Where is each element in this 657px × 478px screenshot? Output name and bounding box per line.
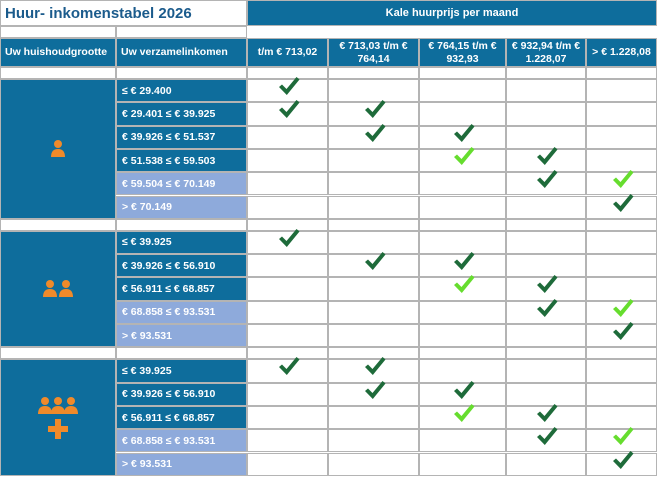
- rent-cell: [506, 196, 586, 219]
- rent-cell: [328, 196, 419, 219]
- rent-cell: [506, 324, 586, 347]
- rent-header: Kale huurprijs per maand: [247, 0, 657, 26]
- rent-cell: [419, 324, 506, 347]
- checkmark-icon: [536, 298, 558, 323]
- checkmark-icon: [536, 146, 558, 171]
- rent-column-header: € 932,94 t/m € 1.228,07: [506, 38, 586, 67]
- checkmark-icon: [278, 76, 300, 101]
- rent-cell: [586, 102, 657, 125]
- checkmark-light-icon: [612, 169, 634, 194]
- spacer-cell: [506, 219, 586, 231]
- income-range: ≤ € 39.925: [116, 231, 247, 254]
- rent-cell: [247, 277, 328, 300]
- checkmark-icon: [364, 123, 386, 148]
- income-header: Uw verzamelinkomen: [116, 38, 247, 67]
- household-group-3: [0, 359, 116, 476]
- income-range: € 59.504 ≤ € 70.149: [116, 172, 247, 195]
- rent-cell: [586, 383, 657, 406]
- income-range: > € 93.531: [116, 453, 247, 476]
- rent-cell: [247, 126, 328, 149]
- checkmark-icon: [364, 99, 386, 124]
- checkmark-icon: [612, 321, 634, 346]
- checkmark-icon: [278, 228, 300, 253]
- spacer-cell: [586, 347, 657, 359]
- rent-cell: [328, 383, 419, 406]
- spacer-cell: [328, 219, 419, 231]
- rent-cell: [247, 231, 328, 254]
- checkmark-icon: [453, 251, 475, 276]
- two-people-icon: [41, 279, 75, 299]
- spacer-cell: [506, 67, 586, 79]
- rent-column-header: t/m € 713,02: [247, 38, 328, 67]
- rent-cell: [506, 79, 586, 102]
- rent-cell: [247, 453, 328, 476]
- income-range: > € 70.149: [116, 196, 247, 219]
- spacer-cell: [116, 219, 247, 231]
- rent-cell: [506, 429, 586, 452]
- income-range: € 51.538 ≤ € 59.503: [116, 149, 247, 172]
- checkmark-light-icon: [453, 146, 475, 171]
- rent-cell: [419, 149, 506, 172]
- checkmark-icon: [453, 123, 475, 148]
- rent-cell: [247, 406, 328, 429]
- rent-column-header: € 713,03 t/m € 764,14: [328, 38, 419, 67]
- spacer-cell: [586, 219, 657, 231]
- income-range: € 29.401 ≤ € 39.925: [116, 102, 247, 125]
- checkmark-icon: [364, 356, 386, 381]
- checkmark-icon: [536, 403, 558, 428]
- checkmark-icon: [536, 169, 558, 194]
- rent-cell: [247, 149, 328, 172]
- rent-cell: [506, 172, 586, 195]
- income-range: ≤ € 39.925: [116, 359, 247, 382]
- rent-cell: [328, 324, 419, 347]
- rent-cell: [419, 301, 506, 324]
- checkmark-light-icon: [453, 274, 475, 299]
- checkmark-light-icon: [612, 426, 634, 451]
- checkmark-icon: [364, 251, 386, 276]
- checkmark-icon: [612, 193, 634, 218]
- rent-cell: [586, 324, 657, 347]
- rent-cell: [419, 79, 506, 102]
- checkmark-light-icon: [612, 298, 634, 323]
- rent-cell: [506, 359, 586, 382]
- rent-cell: [419, 277, 506, 300]
- checkmark-icon: [278, 356, 300, 381]
- income-range: € 68.858 ≤ € 93.531: [116, 301, 247, 324]
- spacer-cell: [0, 26, 116, 38]
- rent-cell: [247, 383, 328, 406]
- rent-cell: [419, 406, 506, 429]
- page-title: Huur- inkomenstabel 2026: [0, 0, 247, 26]
- rent-cell: [586, 254, 657, 277]
- rent-cell: [328, 126, 419, 149]
- rent-cell: [328, 254, 419, 277]
- checkmark-icon: [453, 380, 475, 405]
- spacer-cell: [419, 219, 506, 231]
- rent-cell: [419, 172, 506, 195]
- rent-cell: [586, 196, 657, 219]
- person-icon: [48, 139, 68, 159]
- rent-cell: [586, 79, 657, 102]
- rent-cell: [328, 406, 419, 429]
- rent-cell: [586, 453, 657, 476]
- rent-cell: [247, 254, 328, 277]
- income-range: € 56.911 ≤ € 68.857: [116, 406, 247, 429]
- household-header: Uw huishoudgrootte: [0, 38, 116, 67]
- income-range: € 56.911 ≤ € 68.857: [116, 277, 247, 300]
- checkmark-icon: [536, 426, 558, 451]
- spacer-cell: [506, 347, 586, 359]
- spacer-cell: [328, 67, 419, 79]
- spacer-cell: [419, 67, 506, 79]
- rent-cell: [247, 102, 328, 125]
- household-group-1: [0, 79, 116, 219]
- rent-column-header: € 764,15 t/m € 932,93: [419, 38, 506, 67]
- rent-cell: [506, 231, 586, 254]
- spacer-cell: [0, 347, 116, 359]
- household-group-2: [0, 231, 116, 348]
- rent-cell: [586, 231, 657, 254]
- rent-cell: [586, 359, 657, 382]
- income-range: € 39.926 ≤ € 56.910: [116, 383, 247, 406]
- rent-cell: [586, 126, 657, 149]
- spacer-cell: [116, 26, 247, 38]
- spacer-cell: [116, 67, 247, 79]
- checkmark-icon: [278, 99, 300, 124]
- three-people-plus-icon: [37, 396, 79, 440]
- checkmark-icon: [612, 450, 634, 475]
- spacer-cell: [419, 347, 506, 359]
- rent-cell: [328, 301, 419, 324]
- spacer-cell: [586, 67, 657, 79]
- rent-cell: [247, 324, 328, 347]
- income-range: ≤ € 29.400: [116, 79, 247, 102]
- spacer-cell: [0, 67, 116, 79]
- rent-cell: [419, 196, 506, 219]
- income-range: € 68.858 ≤ € 93.531: [116, 429, 247, 452]
- rent-cell: [247, 172, 328, 195]
- checkmark-light-icon: [453, 403, 475, 428]
- rent-cell: [247, 301, 328, 324]
- rent-cell: [506, 102, 586, 125]
- spacer-cell: [0, 219, 116, 231]
- rent-cell: [506, 453, 586, 476]
- rent-cell: [328, 149, 419, 172]
- rent-cell: [247, 359, 328, 382]
- income-range: € 39.926 ≤ € 51.537: [116, 126, 247, 149]
- checkmark-icon: [364, 380, 386, 405]
- checkmark-icon: [536, 274, 558, 299]
- rent-cell: [247, 429, 328, 452]
- rent-cell: [419, 453, 506, 476]
- rent-cell: [328, 277, 419, 300]
- rent-cell: [328, 453, 419, 476]
- rent-cell: [328, 429, 419, 452]
- income-range: € 39.926 ≤ € 56.910: [116, 254, 247, 277]
- rent-column-header: > € 1.228,08: [586, 38, 657, 67]
- rent-cell: [328, 172, 419, 195]
- income-range: > € 93.531: [116, 324, 247, 347]
- rent-cell: [247, 196, 328, 219]
- rent-cell: [506, 301, 586, 324]
- spacer-cell: [116, 347, 247, 359]
- rent-cell: [419, 429, 506, 452]
